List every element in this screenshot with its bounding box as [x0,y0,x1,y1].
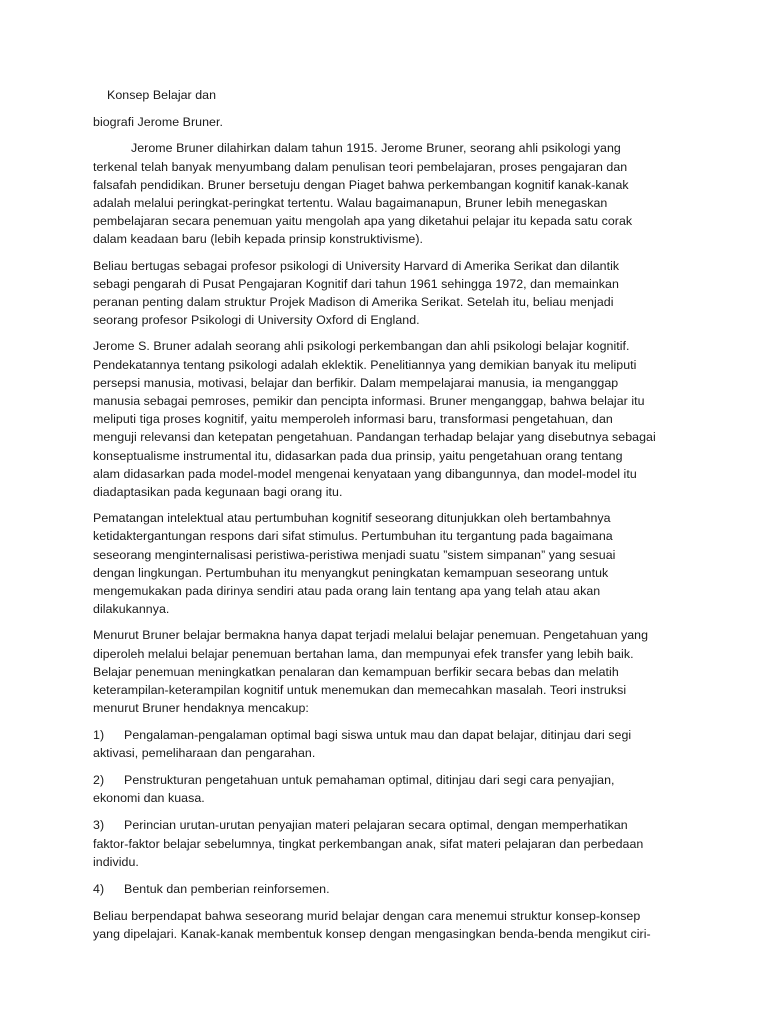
paragraph-line: persepsi manusia, motivasi, belajar dan berfikir. Dalam mempelajarai manusia, ia menganggap [93,375,619,390]
paragraph-maturation [93,509,683,618]
paragraph-discovery-learning [93,626,683,717]
paragraph-career [93,257,683,330]
paragraph-line: meliputi tiga proses kognitif, yaitu memperoleh informasi baru, transformasi pengetahuan, dan [93,412,613,427]
paragraph-line: peranan penting dalam struktur Projek Madison di Amerika Serikat. Setelah itu, beliau menjadi [93,295,614,310]
list-item [93,726,683,762]
paragraph-line: Beliau bertugas sebagai profesor psikologi di University Harvard di Amerika Serikat dan dilantik [93,258,620,273]
document-title-line-2: biografi Jerome Bruner. [93,115,223,130]
paragraph-line: alam didasarkan pada model-model mengenai kenyataan yang dibangunnya, dan model-model itu [93,466,637,481]
paragraph-line: dengan lingkungan. Pertumbuhan itu menyangkut peningkatan kemampuan seseorang untuk [93,565,609,580]
paragraph-line: falsafah pendidikan. Bruner bersetuju dengan Piaget bahwa perkembangan kognitif kanak-kanak [93,177,629,192]
paragraph-line: konseptualisme instrumental itu, didasarkan pada dua prinsip, yaitu pengetahuan orang tentang [93,448,623,463]
list-item-text: faktor-faktor belajar sebelumnya, tingkat perkembangan anak, sifat materi pelajaran dan perbedaan [93,836,644,851]
paragraph-line: diadaptasikan pada kegunaan bagi orang itu. [93,485,343,500]
list-number: 3) [93,818,105,833]
paragraph-line: yang dipelajari. Kanak-kanak membentuk konsep dengan mengasingkan benda-benda mengikut ciri- [93,927,651,942]
paragraph-line: seseorang menginternalisasi peristiwa-peristiwa menjadi suatu ”sistem simpanan” yang sesuai [93,547,616,562]
paragraph-line: menurut Bruner hendaknya mencakup: [93,701,309,716]
list-item [93,816,683,871]
list-item-text: Penstrukturan pengetahuan untuk pemahaman optimal, ditinjau dari segi cara penyajian, [124,772,615,787]
paragraph-line: Jerome S. Bruner adalah seorang ahli psikologi perkembangan dan ahli psikologi belajar kognitif. [93,339,630,354]
paragraph-line: Menurut Bruner belajar bermakna hanya dapat terjadi melalui belajar penemuan. Pengetahuan yang [93,628,649,643]
list-item-text: Perincian urutan-urutan penyajian materi pelajaran secara optimal, dengan memperhatikan [124,818,628,833]
list-item-text: Pengalaman-pengalaman optimal bagi siswa untuk mau dan dapat belajar, ditinjau dari segi [124,727,632,742]
paragraph-line: adalah melalui peringkat-peringkat tertentu. Walau bagaimanapun, Bruner lebih menegaskan [93,196,608,211]
list-number: 2) [93,772,105,787]
paragraph-line: Belajar penemuan meningkatkan penalaran dan kemampuan berfikir secara bebas dan melatih [93,664,619,679]
paragraph-line: manusia sebagai pemroses, pemikir dan pencipta informasi. Bruner menganggap, bahwa belajar itu [93,394,645,409]
paragraph-line: dilakukannya. [93,602,170,617]
paragraph-line: Pendekatannya tentang psikologi adalah eklektik. Penelitiannya yang demikian banyak itu meliputi [93,357,637,372]
list-number: 1) [93,727,105,742]
paragraph-line: ketidaktergantungan respons dari sifat stimulus. Pertumbuhan itu tergantung pada bagaimana [93,529,613,544]
document-title-line-1: Konsep Belajar dan [107,88,217,102]
paragraph-line: Beliau berpendapat bahwa seseorang murid belajar dengan cara menemui struktur konsep-konsep [93,909,641,924]
list-item-text: ekonomi dan kuasa. [93,791,205,806]
paragraph-closing [93,907,683,943]
paragraph-line: dalam keadaan baru (lebih kepada prinsip konstruktivisme). [93,232,424,247]
paragraph-intro [93,139,683,248]
paragraph-line: pembelajaran secara penemuan yaitu mengolah apa yang diketahui pelajar itu kepada satu corak [93,214,633,229]
list-number: 4) [93,881,105,896]
document-content [93,86,683,952]
paragraph-line: Pematangan intelektual atau pertumbuhan kognitif seseorang ditunjukkan oleh bertambahnya [93,511,611,526]
paragraph-line: diperoleh melalui belajar penemuan bertahan lama, dan mempunyai efek transfer yang lebih baik. [93,646,634,661]
paragraph-line: Jerome Bruner dilahirkan dalam tahun 1915. Jerome Bruner, seorang ahli psikologi yang [131,141,621,156]
paragraph-approach [93,337,683,501]
paragraph-line: terkenal telah banyak menyumbang dalam penulisan teori pembelajaran, proses pengajaran dan [93,159,628,174]
paragraph-line: mengemukakan pada dirinya sendiri atau pada orang lain tentang apa yang telah atau akan [93,584,601,599]
list-item-text: individu. [93,854,139,869]
paragraph-line: menguji relevansi dan ketepatan pengetahuan. Pandangan terhadap belajar yang disebutnya sebagai [93,430,656,445]
list-item-text: Bentuk dan pemberian reinforsemen. [124,881,330,896]
list-item [93,880,683,898]
paragraph-line: seorang profesor Psikologi di University Oxford di England. [93,313,420,328]
paragraph-line: keterampilan-keterampilan kognitif untuk menemukan dan memecahkan masalah. Teori instruksi [93,683,627,698]
list-item-text: aktivasi, pemeliharaan dan pengarahan. [93,745,316,760]
paragraph-line: sebagi pengarah di Pusat Pengajaran Kognitif dari tahun 1961 sehingga 1972, dan memainkan [93,276,619,291]
list-item [93,771,683,807]
